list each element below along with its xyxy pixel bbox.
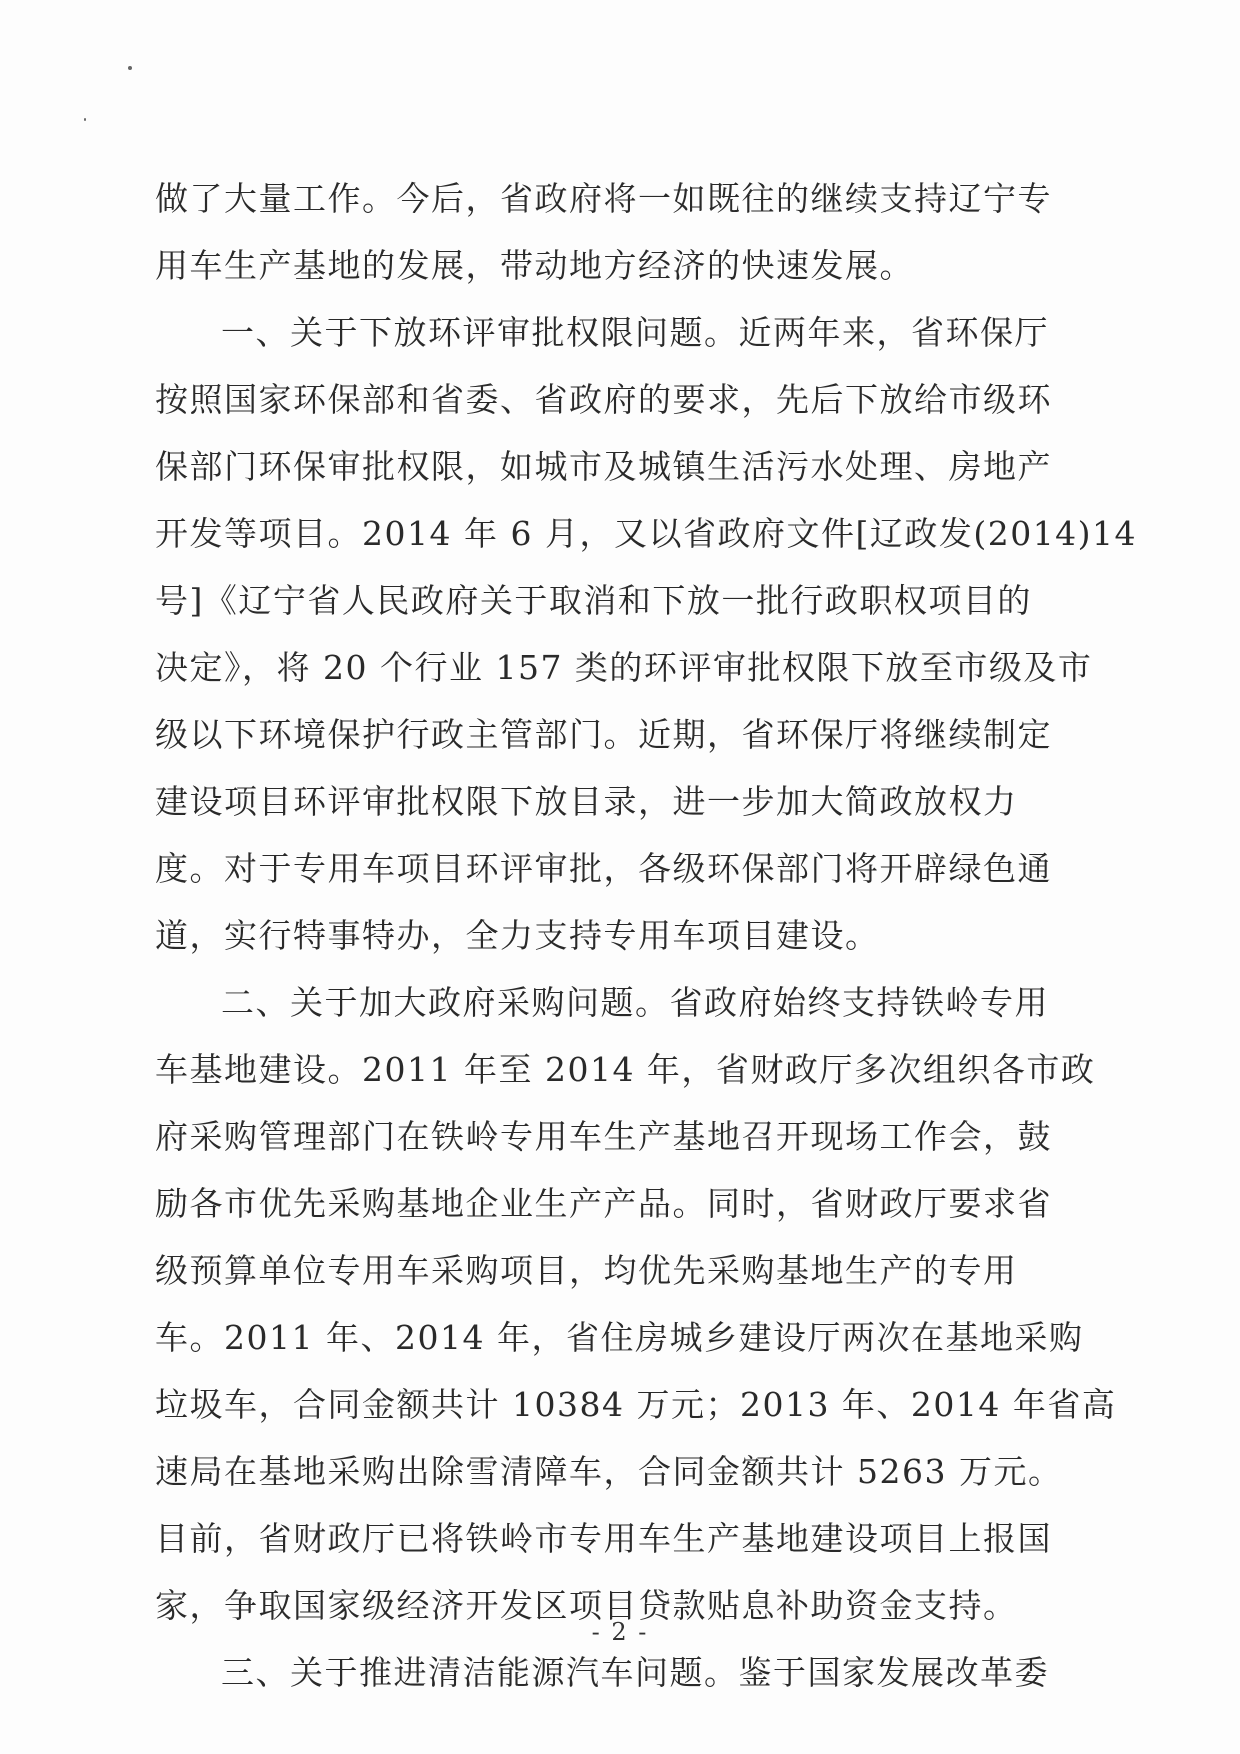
text-line: 决定》，将 20 个行业 157 类的环评审批权限下放至市级及市 — [155, 648, 1093, 687]
text-line: 建设项目环评审批权限下放目录，进一步加大简政放权力 — [155, 782, 1018, 821]
scan-speck — [128, 66, 132, 70]
text-line: 道，实行特事特办，全力支持专用车项目建设。 — [155, 916, 880, 955]
text-line: 励各市优先采购基地企业生产产品。同时，省财政厅要求省 — [155, 1184, 1052, 1223]
section-heading-line: 三、关于推进清洁能源汽车问题。鉴于国家发展改革委 — [221, 1653, 1049, 1692]
section-heading-line: 二、关于加大政府采购问题。省政府始终支持铁岭专用 — [221, 983, 1049, 1022]
text-line: 速局在基地采购出除雪清障车，合同金额共计 5263 万元。 — [155, 1452, 1063, 1491]
text-line: 垃圾车，合同金额共计 10384 万元；2013 年、2014 年省高 — [155, 1385, 1117, 1424]
scan-speck — [84, 118, 86, 121]
text-line: 保部门环保审批权限，如城市及城镇生活污水处理、房地产 — [155, 447, 1052, 486]
text-line: 级预算单位专用车采购项目，均优先采购基地生产的专用 — [155, 1251, 1018, 1290]
text-line: 府采购管理部门在铁岭专用车生产基地召开现场工作会，鼓 — [155, 1117, 1052, 1156]
text-line: 用车生产基地的发展，带动地方经济的快速发展。 — [155, 246, 914, 285]
text-line: 做了大量工作。今后，省政府将一如既往的继续支持辽宁专 — [155, 179, 1052, 218]
text-line: 开发等项目。2014 年 6 月，又以省政府文件[辽政发(2014)14 — [155, 514, 1138, 553]
body-text — [155, 165, 1138, 1706]
text-line: 车。2011 年、2014 年，省住房城乡建设厅两次在基地采购 — [155, 1318, 1084, 1357]
text-line: 车基地建设。2011 年至 2014 年，省财政厅多次组织各市政 — [155, 1050, 1096, 1089]
text-line: 目前，省财政厅已将铁岭市专用车生产基地建设项目上报国 — [155, 1519, 1052, 1558]
text-line: 号]《辽宁省人民政府关于取消和下放一批行政职权项目的 — [155, 581, 1032, 620]
text-line: 级以下环境保护行政主管部门。近期，省环保厅将继续制定 — [155, 715, 1052, 754]
section-heading-line: 一、关于下放环评审批权限问题。近两年来，省环保厅 — [221, 313, 1049, 352]
text-line: 按照国家环保部和省委、省政府的要求，先后下放给市级环 — [155, 380, 1052, 419]
text-line: 度。对于专用车项目环评审批，各级环保部门将开辟绿色通 — [155, 849, 1052, 888]
page-number: - 2 - — [591, 1618, 649, 1646]
text-line: 家，争取国家级经济开发区项目贷款贴息补助资金支持。 — [155, 1586, 1018, 1625]
